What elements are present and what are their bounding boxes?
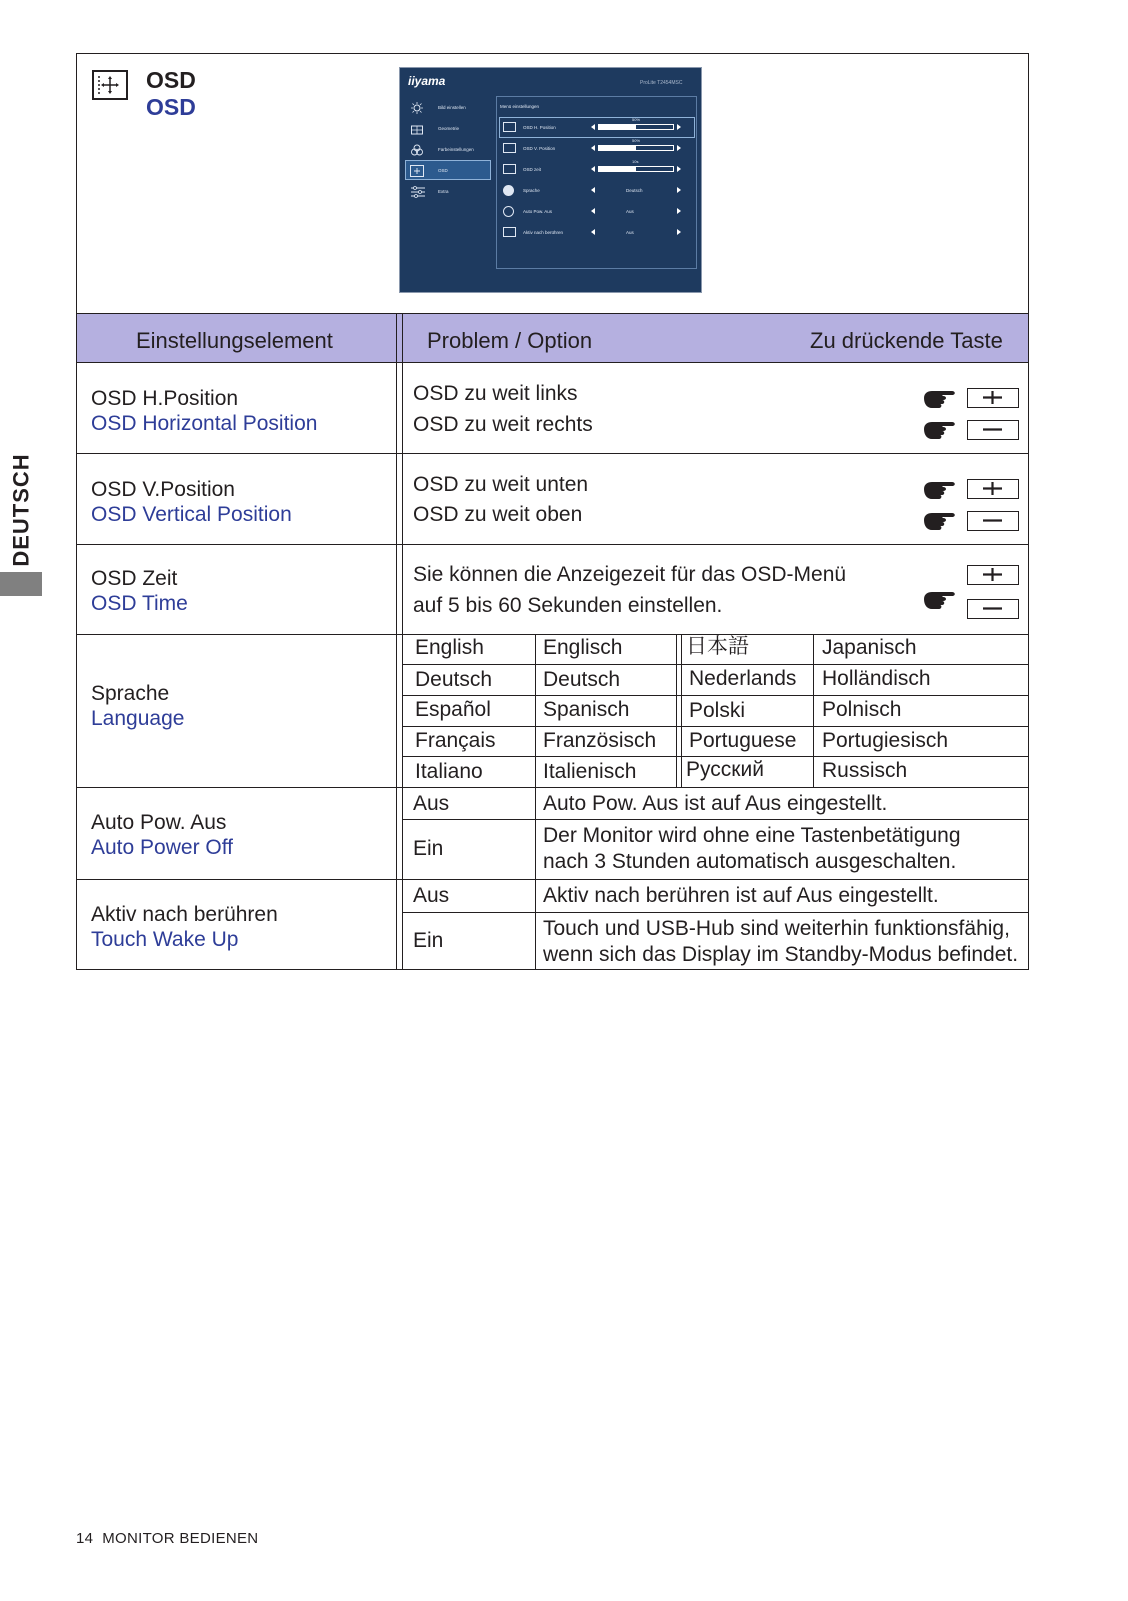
lang-german: Portugiesisch (822, 729, 949, 752)
arrow-right-icon (677, 208, 681, 214)
language-side-tab (0, 450, 42, 595)
touch-desc2a: Touch und USB-Hub sind weiterhin funktionsfähig, (543, 917, 1010, 940)
pointing-hand-icon (922, 585, 960, 615)
autopow-desc2a: Der Monitor wird ohne eine Tastenbetätigung (543, 824, 961, 847)
header-key: Zu drückende Taste (810, 328, 1003, 353)
side-tab-marker (0, 572, 42, 596)
row-label: Auto Pow. Aus (523, 209, 553, 214)
geometry-icon (410, 123, 424, 141)
hpos-line1: OSD zu weit links (413, 382, 578, 405)
brightness-icon (410, 101, 424, 119)
arrow-left-icon (591, 187, 595, 193)
lang-german: Polnisch (822, 698, 902, 721)
header-problem: Problem / Option (427, 328, 593, 353)
vpos-name-en: OSD Vertical Position (91, 503, 292, 526)
menu-item-geometry: Geometrie (438, 126, 460, 131)
lang-native: Deutsch (415, 668, 493, 691)
value-text: Aus (626, 230, 634, 235)
vpos-name: OSD V.Position (91, 478, 235, 501)
pointing-hand-icon (922, 415, 960, 445)
hpos-name-en: OSD Horizontal Position (91, 412, 318, 435)
value-text: 50% (632, 138, 641, 143)
plus-key-icon (967, 565, 1019, 585)
osd-menu-screenshot (399, 67, 702, 293)
osd-menu-icon (92, 70, 128, 100)
row-icon (503, 164, 516, 174)
arrow-left-icon (591, 166, 595, 172)
extra-icon (410, 185, 426, 203)
lang-native: Italiano (415, 760, 483, 783)
osd-icon (410, 164, 424, 182)
footer-label: MONITOR BEDIENEN (102, 1530, 259, 1547)
touch-name-en: Touch Wake Up (91, 928, 239, 951)
menu-item-extra: Extra (438, 189, 449, 194)
touch-desc1: Aktiv nach berühren ist auf Aus eingestellt. (543, 884, 939, 907)
time-line1: Sie können die Anzeigezeit für das OSD-Menü (413, 563, 847, 586)
lang-german: Spanisch (543, 698, 630, 721)
row-icon (503, 227, 516, 237)
arrow-left-icon (591, 208, 595, 214)
lang-native: 日本語 (686, 635, 749, 658)
time-line2: auf 5 bis 60 Sekunden einstellen. (413, 594, 723, 617)
hpos-line2: OSD zu weit rechts (413, 413, 593, 436)
touch-desc2b: wenn sich das Display im Standby-Modus befindet. (543, 943, 1019, 966)
time-name-en: OSD Time (91, 592, 188, 615)
lang-german: Französisch (543, 729, 657, 752)
vpos-line2: OSD zu weit oben (413, 503, 583, 526)
autopow-opt2: Ein (413, 837, 444, 860)
plus-key-icon (967, 388, 1019, 408)
pointing-hand-icon (922, 506, 960, 536)
autopow-name: Auto Pow. Aus (91, 811, 227, 834)
row-icon (503, 122, 516, 132)
menu-item-picture: Bild einstellen (438, 105, 466, 110)
row-label: OSD V. Position (523, 146, 556, 151)
color-icon (410, 143, 424, 162)
touch-opt2: Ein (413, 929, 444, 952)
row-icon (503, 185, 514, 196)
pointing-hand-icon (922, 475, 960, 505)
header-item: Einstellungselement (136, 328, 333, 353)
lang-native: Français (415, 729, 496, 752)
section-title: OSD (146, 67, 196, 93)
arrow-right-icon (677, 229, 681, 235)
menu-item-osd: OSD (438, 168, 448, 173)
arrow-right-icon (677, 145, 681, 151)
value-slider-fill (598, 145, 636, 151)
lang-german: Deutsch (543, 668, 621, 691)
arrow-right-icon (677, 187, 681, 193)
lang-native: Español (415, 698, 491, 721)
row-icon (503, 143, 516, 153)
lang-german: Holländisch (822, 667, 931, 690)
arrow-left-icon (591, 229, 595, 235)
autopow-name-en: Auto Power Off (91, 836, 234, 859)
row-label: OSD zeit (523, 167, 542, 172)
arrow-right-icon (677, 124, 681, 130)
lang-native: Русский (686, 758, 764, 781)
model-name: ProLite T2454MSC (640, 80, 683, 86)
side-tab-label: DEUTSCH (9, 453, 34, 567)
lang-native: Polski (689, 699, 746, 722)
page-number: 14 (76, 1530, 94, 1547)
value-text: 50% (632, 117, 641, 122)
row-label: Sprache (523, 188, 540, 193)
minus-key-icon (967, 420, 1019, 440)
row-label: OSD H. Position (523, 125, 556, 130)
value-text: Aus (626, 209, 634, 214)
autopow-opt1: Aus (413, 792, 450, 815)
language-name-en: Language (91, 707, 185, 730)
arrow-right-icon (677, 166, 681, 172)
autopow-desc1: Auto Pow. Aus ist auf Aus eingestellt. (543, 792, 888, 815)
brand-logo: iiyama (408, 74, 446, 88)
minus-key-icon (967, 599, 1019, 619)
lang-native: English (415, 636, 484, 659)
arrow-left-icon (591, 124, 595, 130)
lang-german: Italienisch (543, 760, 637, 783)
touch-name: Aktiv nach berühren (91, 903, 278, 926)
arrow-left-icon (591, 145, 595, 151)
menu-item-color: Farbeinstellungen (438, 147, 474, 152)
time-name: OSD Zeit (91, 567, 178, 590)
value-text: Deutsch (626, 188, 643, 193)
row-icon (503, 206, 514, 217)
touch-opt1: Aus (413, 884, 450, 907)
autopow-desc2b: nach 3 Stunden automatisch ausgeschalten. (543, 850, 957, 873)
lang-native: Portuguese (689, 729, 797, 752)
pointing-hand-icon (922, 384, 960, 414)
minus-key-icon (967, 511, 1019, 531)
section-subtitle: OSD (146, 94, 196, 120)
lang-native: Nederlands (689, 667, 797, 690)
page-footer (76, 1530, 258, 1547)
lang-german: Englisch (543, 636, 623, 659)
row-label: Aktiv nach berühren (523, 230, 564, 235)
value-slider-fill (598, 124, 636, 130)
value-slider-fill (598, 166, 636, 172)
plus-key-icon (967, 479, 1019, 499)
lang-german: Russisch (822, 759, 908, 782)
language-name: Sprache (91, 682, 170, 705)
lang-german: Japanisch (822, 636, 917, 659)
vpos-line1: OSD zu weit unten (413, 473, 589, 496)
panel-title: Menü einstellungen (500, 104, 540, 109)
hpos-name: OSD H.Position (91, 387, 239, 410)
value-text: 10s (632, 159, 639, 164)
